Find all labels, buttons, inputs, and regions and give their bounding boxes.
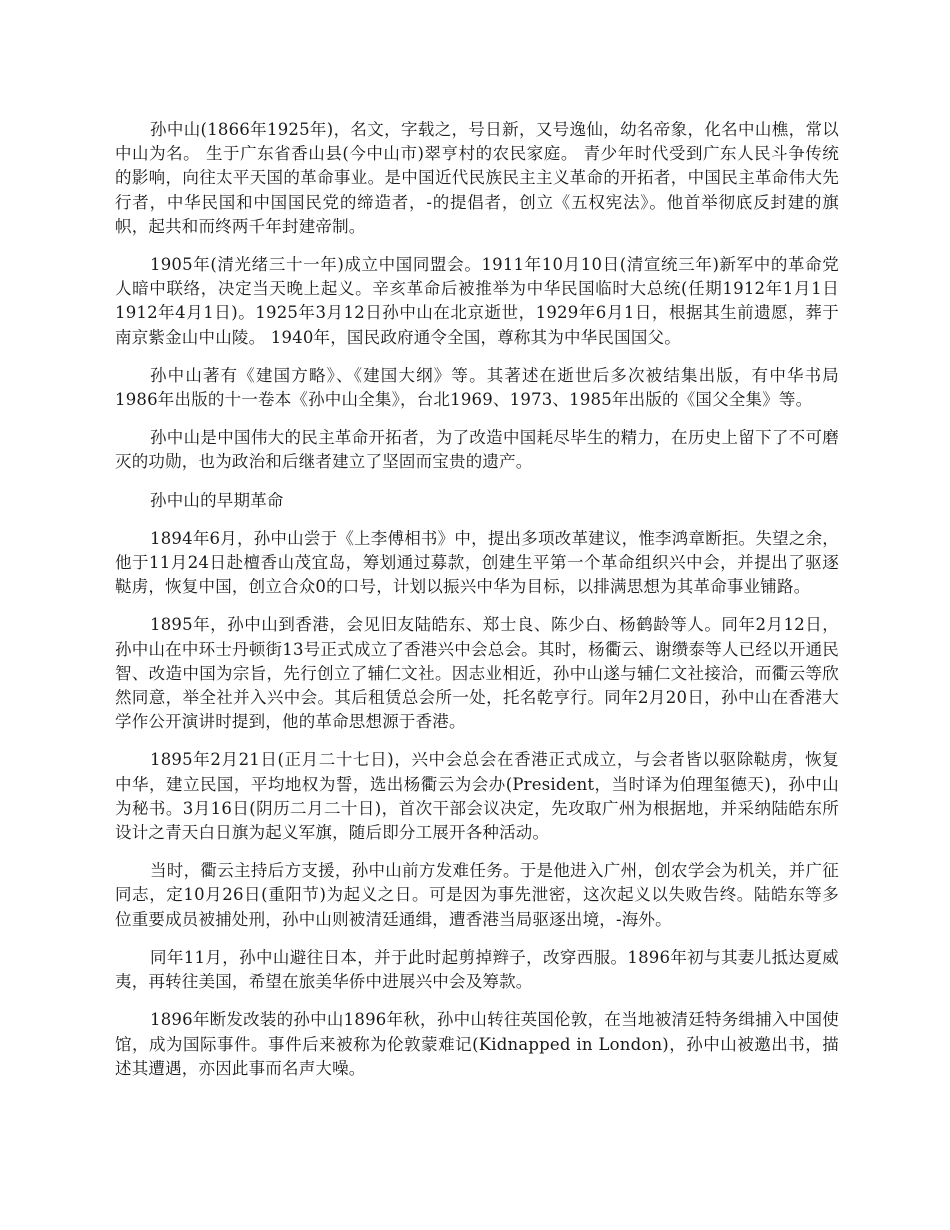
paragraph-biography-intro: 孙中山(1866年1925年)，名文，字载之，号日新，又号逸仙，幼名帝象，化名中山樵，常以中山为名。 生于广东省香山县(今中山市)翠亨村的农民家庭。 青少年时代受到广东人民斗争传统的影响，向往太平天国的革命事业。是中国近代民族民主主义革命的开拓者，中国民主革命伟大先行者，中华民国和中国国民党的缔造者，-的提倡者，创立《五权宪法》。他首举彻底反封建的旗帜，起共和而终两千年封建帝制。 xyxy=(115,120,839,236)
paragraph-london-kidnapping: 1896年断发改装的孙中山1896年秋，孙中山转往英国伦敦，在当地被清廷特务缉捕入中国使馆，成为国际事件。事件后来被称为伦敦蒙难记(Kidnapped in London)，孙中山被邀出书，描述其遭遇，亦因此事而名声大噪。 xyxy=(115,1010,839,1078)
paragraph-legacy: 孙中山是中国伟大的民主革命开拓者，为了改造中国耗尽毕生的精力，在历史上留下了不可磨灭的功勋，也为政治和后继者建立了坚固而宝贵的遗产。 xyxy=(115,428,839,472)
paragraph-1895-founding: 1895年2月21日(正月二十七日)，兴中会总会在香港正式成立，与会者皆以驱除鞑虏，恢复中华，建立民国，平均地权为誓，选出杨衢云为会办(President，当时译为伯理玺德天)，孙中山为秘书。3月16日(阴历二月二十日)，首次干部会议决定，先攻取广州为根据地，并采纳陆皓东所设计之青天白日旗为起义军旗，随后即分工展开各种活动。 xyxy=(115,750,839,843)
paragraph-1895-hongkong: 1895年，孙中山到香港，会见旧友陆皓东、郑士良、陈少白、杨鹤龄等人。同年2月12日，孙中山在中环士丹顿街13号正式成立了香港兴中会总会。其时，杨衢云、谢缵泰等人已经以开通民智、改造中国为宗旨，先行创立了辅仁文社。因志业相近，孙中山遂与辅仁文社接洽，而衢云等欣然同意，举全社并入兴中会。其后租赁总会所一处，托名乾亨行。同年2月20日，孙中山在香港大学作公开演讲时提到，他的革命思想源于香港。 xyxy=(115,615,839,732)
paragraph-tongmenghui: 1905年(清光绪三十一年)成立中国同盟会。1911年10月10日(清宣统三年)新军中的革命党人暗中联络，决定当天晚上起义。辛亥革命后被推举为中华民国临时大总统(任期1912年1月1日1912年4月1日)。1925年3月12日孙中山在北京逝世，1929年6月1日，根据其生前遗愿，葬于南京紫金山中山陵。 1940年，国民政府通令全国，尊称其为中华民国国父。 xyxy=(115,255,839,347)
paragraph-guangzhou-uprising: 当时，衢云主持后方支援，孙中山前方发难任务。于是他进入广州，创农学会为机关，并广征同志，定10月26日(重阳节)为起义之日。可是因为事先泄密，这次起义以失败告终。陆皓东等多位重要成员被捕处刑，孙中山则被清廷通缉，遭香港当局驱逐出境，-海外。 xyxy=(115,861,839,929)
paragraph-japan-exile: 同年11月，孙中山避往日本，并于此时起剪掉辫子，改穿西服。1896年初与其妻儿抵达夏威夷，再转往美国，希望在旅美华侨中进展兴中会及筹款。 xyxy=(115,947,839,992)
paragraph-writings: 孙中山著有《建国方略》、《建国大纲》等。其著述在逝世后多次被结集出版，有中华书局1986年出版的十一卷本《孙中山全集》，台北1969、1973、1985年出版的《国父全集》等。 xyxy=(115,365,839,410)
document-body xyxy=(115,118,839,1095)
section-heading-early-revolution: 孙中山的早期革命 xyxy=(150,490,284,510)
paragraph-1894: 1894年6月，孙中山尝于《上李傅相书》中，提出多项改革建议，惟李鸿章断拒。失望之余，他于11月24日赴檀香山茂宜岛，筹划通过募款，创建生平第一个革命组织兴中会，并提出了驱逐鞑虏，恢复中国，创立合众0的口号，计划以振兴中华为目标，以排满思想为其革命事业铺路。 xyxy=(115,528,839,597)
